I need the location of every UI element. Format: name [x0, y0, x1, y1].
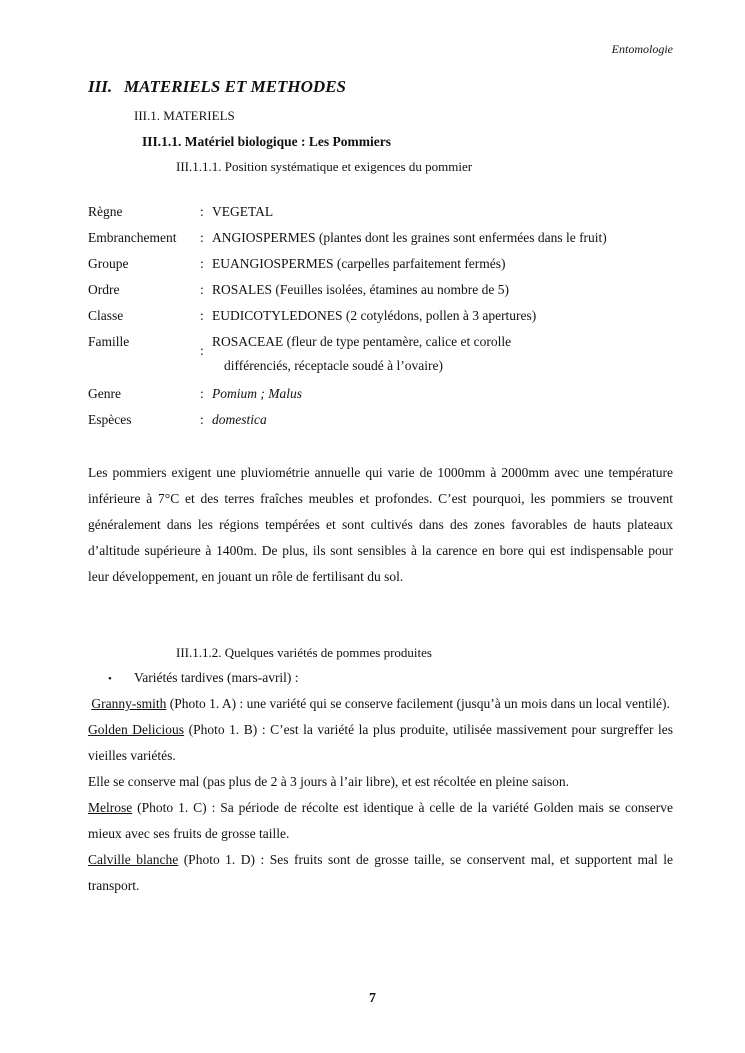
variety-paragraph	[88, 795, 673, 847]
variety-paragraph	[88, 769, 673, 795]
taxonomy-separator: :	[200, 343, 204, 358]
page-number: 7	[369, 991, 376, 1006]
section-heading	[88, 77, 346, 97]
section-title: MATERIELS ET METHODES	[124, 77, 347, 96]
taxonomy-separator: :	[200, 308, 204, 323]
variety-description: (Photo 1. A) : une variété qui se conserve facilement (jusqu’à un mois dans un local ventilé).	[166, 696, 670, 711]
taxonomy-label: Genre	[88, 386, 121, 401]
taxonomy-row	[88, 282, 678, 308]
taxonomy-value: ROSALES (Feuilles isolées, étamines au nombre de 5)	[212, 282, 509, 297]
variety-description: (Photo 1. C) : Sa période de récolte est identique à celle de la variété Golden mais se conserve mieux avec ses fruits de grosse taille.	[88, 800, 673, 841]
variety-description: Elle se conserve mal (pas plus de 2 à 3 jours à l’air libre), et est récoltée en pleine saison.	[88, 774, 569, 789]
taxonomy-row	[88, 386, 678, 412]
variety-paragraph	[88, 717, 673, 769]
subsubsubsection-heading: III.1.1.1. Position systématique et exigences du pommier	[176, 159, 473, 174]
taxonomy-separator: :	[200, 204, 204, 219]
taxonomy-value: domestica	[212, 412, 267, 427]
taxonomy-row	[88, 204, 678, 230]
variety-description: (Photo 1. B) : C’est la variété la plus produite, utilisée massivement pour surgreffer les vieilles variétés.	[88, 722, 674, 763]
taxonomy-row	[88, 256, 678, 282]
subsection-heading: III.1. MATERIELS	[134, 108, 235, 123]
taxonomy-label: Ordre	[88, 282, 120, 297]
variety-description: (Photo 1. D) : Ses fruits sont de grosse taille, se conservent mal, et supportent mal le transport.	[88, 852, 673, 893]
taxonomy-label: Embranchement	[88, 230, 177, 245]
variety-paragraph	[88, 691, 673, 717]
taxonomy-separator: :	[200, 282, 204, 297]
section-number: III.	[88, 77, 113, 96]
bullet-item	[108, 670, 299, 686]
varieties-list	[88, 691, 673, 899]
taxonomy-row	[88, 412, 678, 438]
variety-paragraph	[88, 847, 673, 899]
taxonomy-value: EUANGIOSPERMES (carpelles parfaitement fermés)	[212, 256, 506, 271]
taxonomy-row	[88, 308, 678, 334]
taxonomy-value: ANGIOSPERMES (plantes dont les graines sont enfermées dans le fruit)	[212, 230, 607, 245]
taxonomy-value: EUDICOTYLEDONES (2 cotylédons, pollen à 3 apertures)	[212, 308, 537, 323]
taxonomy-separator: :	[200, 412, 204, 427]
taxonomy-label: Classe	[88, 308, 124, 323]
taxonomy-separator: :	[200, 386, 204, 401]
taxonomy-separator: :	[200, 256, 204, 271]
varieties-heading: III.1.1.2. Quelques variétés de pommes produites	[176, 645, 432, 660]
taxonomy-row	[88, 230, 678, 256]
bullet-icon: •	[108, 673, 112, 685]
subsubsection-heading: III.1.1. Matériel biologique : Les Pommiers	[142, 134, 391, 149]
taxonomy-separator: :	[200, 230, 204, 245]
taxonomy-label: Règne	[88, 204, 123, 219]
variety-name: Calville blanche	[88, 852, 179, 867]
taxonomy-label: Groupe	[88, 256, 129, 271]
taxonomy-label: Espèces	[88, 412, 132, 427]
variety-name: Granny-smith	[91, 696, 167, 711]
taxonomy-value: Pomium ; Malus	[212, 386, 302, 401]
variety-name: Melrose	[88, 800, 133, 815]
taxonomy-value-line: ROSACEAE (fleur de type pentamère, calice et corolle	[212, 334, 512, 349]
variety-name: Golden Delicious	[88, 722, 185, 737]
taxonomy-label: Famille	[88, 334, 130, 349]
taxonomy-row	[88, 334, 678, 386]
running-header: Entomologie	[611, 42, 673, 56]
taxonomy-value-continuation: différenciés, réceptacle soudé à l’ovaire)	[224, 358, 443, 373]
taxonomy-value: VEGETAL	[212, 204, 274, 219]
body-paragraph: Les pommiers exigent une pluviométrie annuelle qui varie de 1000mm à 2000mm avec une température inférieure à 7°C et des terres fraîches meubles et profondes. C’est pourquoi, les pommiers se trouvent généralement dans les régions tempérées et sont cultivés dans des zones favorables de hauts plateaux d’altitude supérieure à 1400m. De plus, ils sont sensibles à la carence en bore qui est indispensable pour leur développement, en jouant un rôle de fertilisant du sol.	[88, 465, 673, 584]
bullet-text: Variétés tardives (mars-avril) :	[134, 670, 299, 685]
taxonomy-table	[88, 204, 678, 438]
taxonomy-value	[212, 334, 678, 374]
